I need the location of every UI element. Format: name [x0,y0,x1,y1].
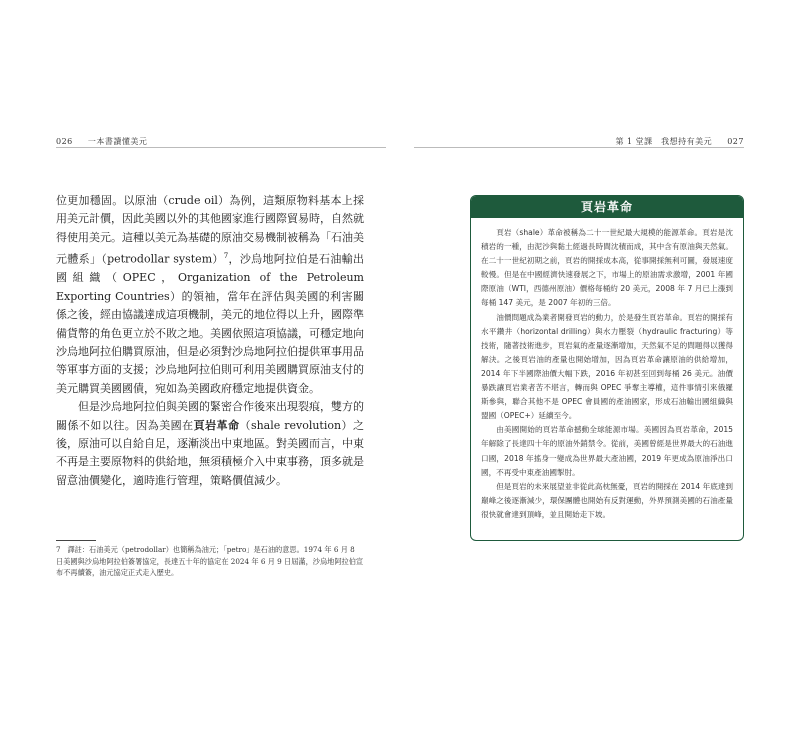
sidebar-box-title: 頁岩革命 [471,196,743,218]
footnote [56,544,364,579]
paragraph: 但是沙烏地阿拉伯與美國的緊密合作後來出現裂痕，雙方的關係不如以往。因為美國在頁岩革命（shale revolution）之後，原油可以自給自足，逐漸淡出中東地區。對美國而言，中東不再是主要原物料的供給地，無須積極介入中東事務，頂多就是留意油價變化，適時進行管理，策略價值減少。 [56,400,365,487]
box-paragraph: 頁岩（shale）革命被稱為二十一世紀最大規模的能源革命。頁岩是沈積岩的一種，由泥沙與黏土經過長時間沈積而成，其中含有原油與天然氣。在二十一世紀初期之前，頁岩的開採成本高，從事開採無利可圖，發展速度較慢。但是在中國經濟快速發展之下，市場上的原油需求激增，2001 年國際原油（WTI，西德州原油）價格每桶約 20 美元，2008 年 7 月已上漲到每桶 147 美元，是 2007 年初的三倍。 [481,228,733,308]
right-page [400,0,800,744]
box-paragraph: 油價問題成為業者開發頁岩的動力，於是發生頁岩革命。頁岩的開採有水平鑽井（horizontal drilling）與水力壓裂（hydraulic fracturing）等技術，隨著技術進步，頁岩氣的產量逐漸增加，天然氣不足的問題得以獲得解決。之後頁岩油的產量也開始增加，因為頁岩革命讓原油的供給增加，2014 年下半國際油價大幅下跌，2016 年初甚至回到每桶 26 美元。油價暴跌讓頁岩業者苦不堪言，轉而與 OPEC 爭奪主導權，這件事情引來俄羅斯參與，聯合其他不是 OPEC 會員國的產油國家，形成石油輸出國組織與盟國（OPEC+）延續至今。 [481,312,733,421]
left-page-number: 026 [56,137,73,146]
left-body-text [56,192,364,490]
footnote-rule [56,540,96,541]
footnote-reference[interactable]: 7 [223,252,229,261]
footnote-number: 7 [56,545,61,554]
right-running-title: 第 1 堂課 我想持有美元 [615,137,713,146]
right-header-rule [414,147,744,148]
left-running-title: 一本書讀懂美元 [87,137,148,146]
box-paragraph: 由美國開始的頁岩革命撼動全球能源市場。美國因為頁岩革命，2015 年解除了長達四十年的原油外銷禁令。從前，美國曾經是世界最大的石油進口國，2018 年搖身一變成為世界最大產油國，2019 年更成為原油淨出口國，不再受中東產油國掣肘。 [481,425,733,477]
left-running-header [56,136,147,147]
right-running-header [615,136,744,147]
paragraph: 位更加穩固。以原油（crude oil）為例，這類原物料基本上採用美元計價，因此美國以外的其他國家進行國際貿易時，自然就得使用美元。這種以美元為基礎的原油交易機制被稱為「石油美元體系」（petrodollar system）$^7$，沙烏地阿拉伯是石油輸出國組織（OPEC，Organization of the Petroleum Exporting Countries）的領袖，當年在評估與美國的利害關係之後，經由協議達成這項機制，美元的地位得以上升，國際準備貨幣的角色更立於不敗之地。美國依照這項協議，可穩定地向沙烏地阿拉伯購買原油，但是必須對沙烏地阿拉伯提供軍事用品等軍事方面的支援；沙烏地阿拉伯則可利用美國購買原油支付的美元購買美國國債，宛如為美國政府穩定地提供資金。 [56,194,364,395]
left-header-rule [56,147,386,148]
footnote-text: 譯註：石油美元（petrodollar）也簡稱為油元；「petro」是石油的意思。1974 年 6 月 8 日美國與沙烏地阿拉伯簽署協定，長達五十年的協定在 2024 年 6 月 9 日屆滿，沙烏地阿拉伯宣布不再續簽，油元協定正式走入歷史。 [56,545,364,577]
box-paragraph: 但是頁岩的未來展望並非從此高枕無憂，頁岩的開採在 2014 年底達到巔峰之後逐漸減少，環保團體也開始有反對運動，外界預測美國的石油產量很快就會達到頂峰，並且開始走下坡。 [481,481,733,519]
right-page-number: 027 [727,137,744,146]
sidebar-box-body [471,218,743,522]
bold-term: 頁岩革命 [193,418,240,432]
sidebar-box [470,195,744,541]
